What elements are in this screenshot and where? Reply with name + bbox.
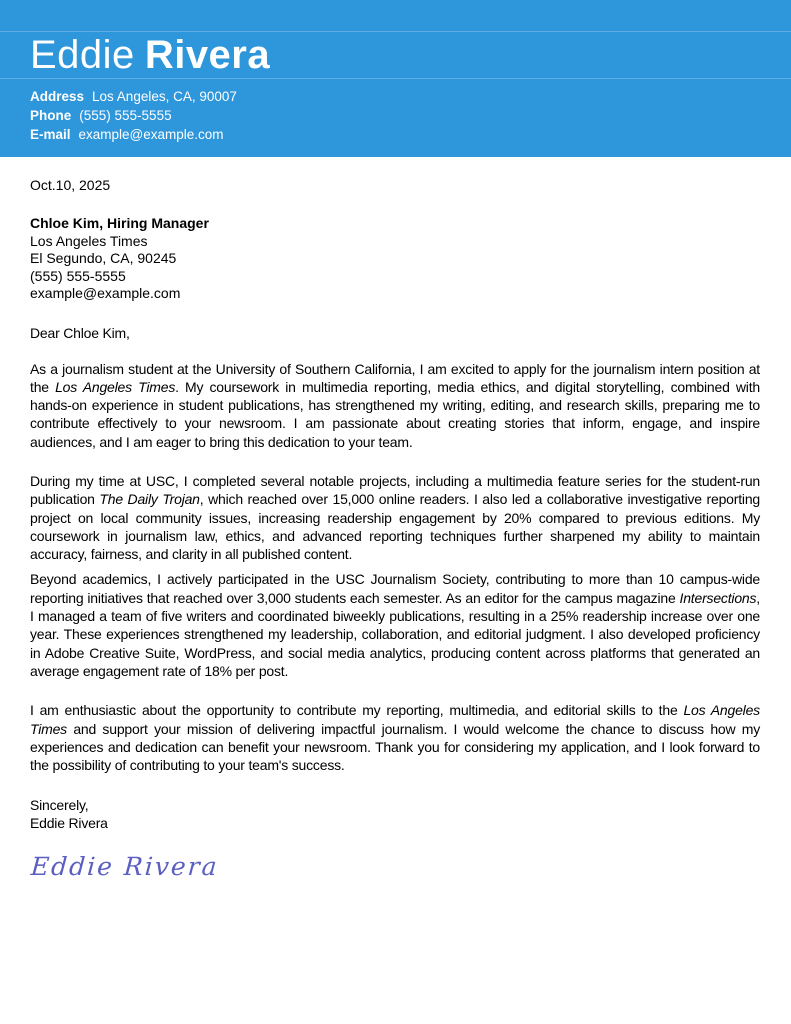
email-label: E-mail [30, 127, 71, 142]
contact-row-phone [30, 106, 761, 125]
letter-body [0, 176, 791, 881]
candidate-first-name: Eddie [30, 33, 135, 77]
paragraph-4: I am enthusiastic about the opportunity to contribute my reporting, multimedia, and editorial skills to the Los Angeles Times and support your mission of delivering impactful journalism. I would welcome the chance to discuss how my experiences and dedication can benefit your newsroom. Thank you for considering my application, and I look forward to the possibility of contributing to your team's success. [30, 702, 760, 774]
recipient-name-title: Chloe Kim, Hiring Manager [30, 215, 209, 231]
email-value: example@example.com [78, 127, 224, 142]
contact-row-email [30, 125, 761, 144]
recipient-email: example@example.com [30, 285, 181, 301]
candidate-name [0, 32, 791, 79]
address-value: Los Angeles, CA, 90007 [92, 89, 237, 104]
paragraph-3: Beyond academics, I actively participated in the USC Journalism Society, contributing to more than 10 campus-wide reporting initiatives that reached over 3,000 students each semester. As an editor for the campus magazine Intersections, I managed a team of five writers and coordinated biweekly publications, resulting in a 25% readership increase over one year. These experiences strengthened my leadership, collaboration, and editorial judgment. I also developed proficiency in Adobe Creative Suite, WordPress, and social media analytics, producing content across platforms that generated an average engagement rate of 18% per post. [30, 571, 760, 679]
phone-value: (555) 555-5555 [79, 108, 172, 123]
contact-row-address [30, 87, 761, 106]
closing-block [30, 796, 760, 832]
recipient-phone: (555) 555-5555 [30, 267, 126, 284]
phone-label: Phone [30, 108, 72, 123]
header-top-strip [0, 0, 791, 32]
paragraph-2: During my time at USC, I completed several notable projects, including a multimedia feature series for the student-run publication The Daily Trojan, which reached over 15,000 online readers. I also led a collaborative investigative reporting project on local community issues, increasing readership engagement by 20% compared to previous editions. My coursework in journalism law, ethics, and advanced reporting techniques further sharpened my ability to maintain accuracy, fairness, and clarity in all published content. [30, 472, 760, 563]
address-label: Address [30, 89, 85, 104]
salutation: Dear Chloe Kim, [30, 324, 130, 341]
letter-header [0, 0, 791, 157]
recipient-company: Los Angeles Times [30, 232, 148, 249]
typed-name: Eddie Rivera [30, 815, 108, 832]
candidate-last-name: Rivera [144, 33, 271, 77]
closing-word: Sincerely, [30, 797, 89, 814]
handwritten-signature: Eddie Rivera [30, 852, 220, 882]
paragraph-1: As a journalism student at the University of Southern California, I am excited to apply for the journalism intern position at the Los Angeles Times. My coursework in multimedia reporting, media ethics, and digital storytelling, combined with hands-on experience in student publications, has strengthened my writing, editing, and research skills, preparing me to contribute effectively to your newsroom. I am passionate about creating stories that inform, engage, and inspire audiences, and I am eager to bring this dedication to your team. [30, 360, 760, 450]
contact-block [0, 79, 791, 157]
letter-date: Oct.10, 2025 [30, 177, 111, 193]
recipient-address: El Segundo, CA, 90245 [30, 250, 177, 266]
recipient-block [30, 215, 760, 303]
